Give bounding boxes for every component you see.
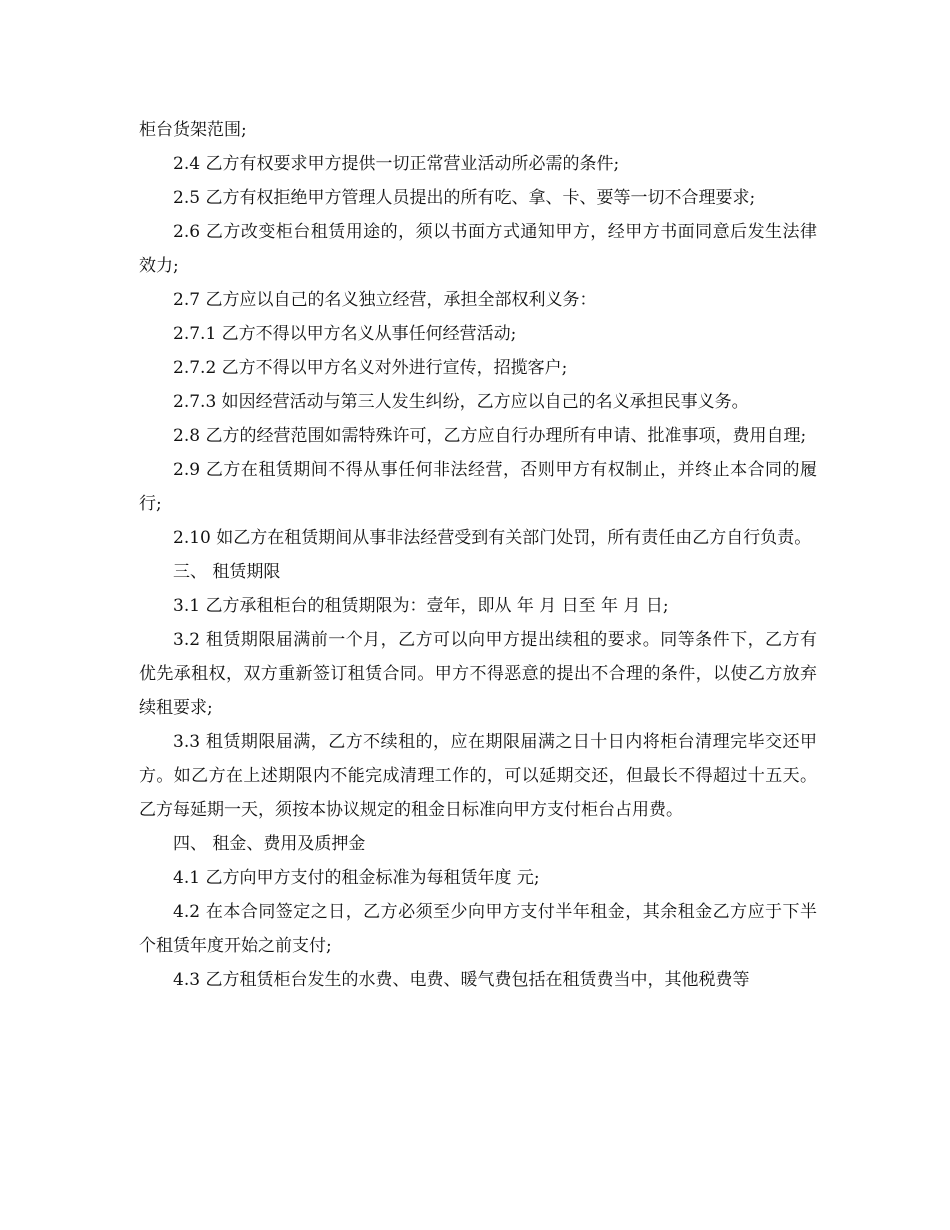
paragraph: 2.8 乙方的经营范围如需特殊许可，乙方应自行办理所有申请、批准事项，费用自理; [173,426,807,446]
paragraph: 2.5 乙方有权拒绝甲方管理人员提出的所有吃、拿、卡、要等一切不合理要求; [173,188,756,208]
paragraph: 柜台货架范围; [139,120,247,140]
paragraph: 2.9 乙方在租赁期间不得从事任何非法经营，否则甲方有权制止，并终止本合同的履行; [139,460,817,514]
paragraph: 4.2 在本合同签定之日，乙方必须至少向甲方支付半年租金，其余租金乙方应于下半个租赁年度开始之前支付; [139,902,817,956]
paragraph: 2.4 乙方有权要求甲方提供一切正常营业活动所必需的条件; [173,154,620,174]
paragraph: 2.10 如乙方在租赁期间从事非法经营受到有关部门处罚，所有责任由乙方自行负责。 [173,528,812,548]
paragraph: 4.3 乙方租赁柜台发生的水费、电费、暖气费包括在租赁费当中，其他税费等 [173,970,750,990]
paragraph: 3.1 乙方承租柜台的租赁期限为：壹年，即从 年 月 日至 年 月 日; [173,596,669,616]
paragraph: 3.3 租赁期限届满，乙方不续租的，应在期限届满之日十日内将柜台清理完毕交还甲方。如乙方在上述期限内不能完成清理工作的，可以延期交还，但最长不得超过十五天。乙方每延期一天，须按本协议规定的租金日标准向甲方支付柜台占用费。 [139,732,817,820]
document-body [139,113,817,997]
paragraph: 2.7.2 乙方不得以甲方名义对外进行宣传，招揽客户; [173,358,568,378]
paragraph: 2.7.3 如因经营活动与第三人发生纠纷，乙方应以自己的名义承担民事义务。 [173,392,749,412]
section-heading: 三、 租赁期限 [173,562,281,582]
paragraph: 2.6 乙方改变柜台租赁用途的，须以书面方式通知甲方，经甲方书面同意后发生法律效力; [139,222,817,276]
paragraph: 4.1 乙方向甲方支付的租金标准为每租赁年度 元; [173,868,540,888]
paragraph: 3.2 租赁期限届满前一个月，乙方可以向甲方提出续租的要求。同等条件下，乙方有优先承租权，双方重新签订租赁合同。甲方不得恶意的提出不合理的条件，以使乙方放弃续租要求; [139,630,817,718]
paragraph: 2.7 乙方应以自己的名义独立经营，承担全部权利义务： [173,290,597,310]
paragraph: 2.7.1 乙方不得以甲方名义从事任何经营活动; [173,324,517,344]
section-heading: 四、 租金、费用及质押金 [173,834,366,854]
